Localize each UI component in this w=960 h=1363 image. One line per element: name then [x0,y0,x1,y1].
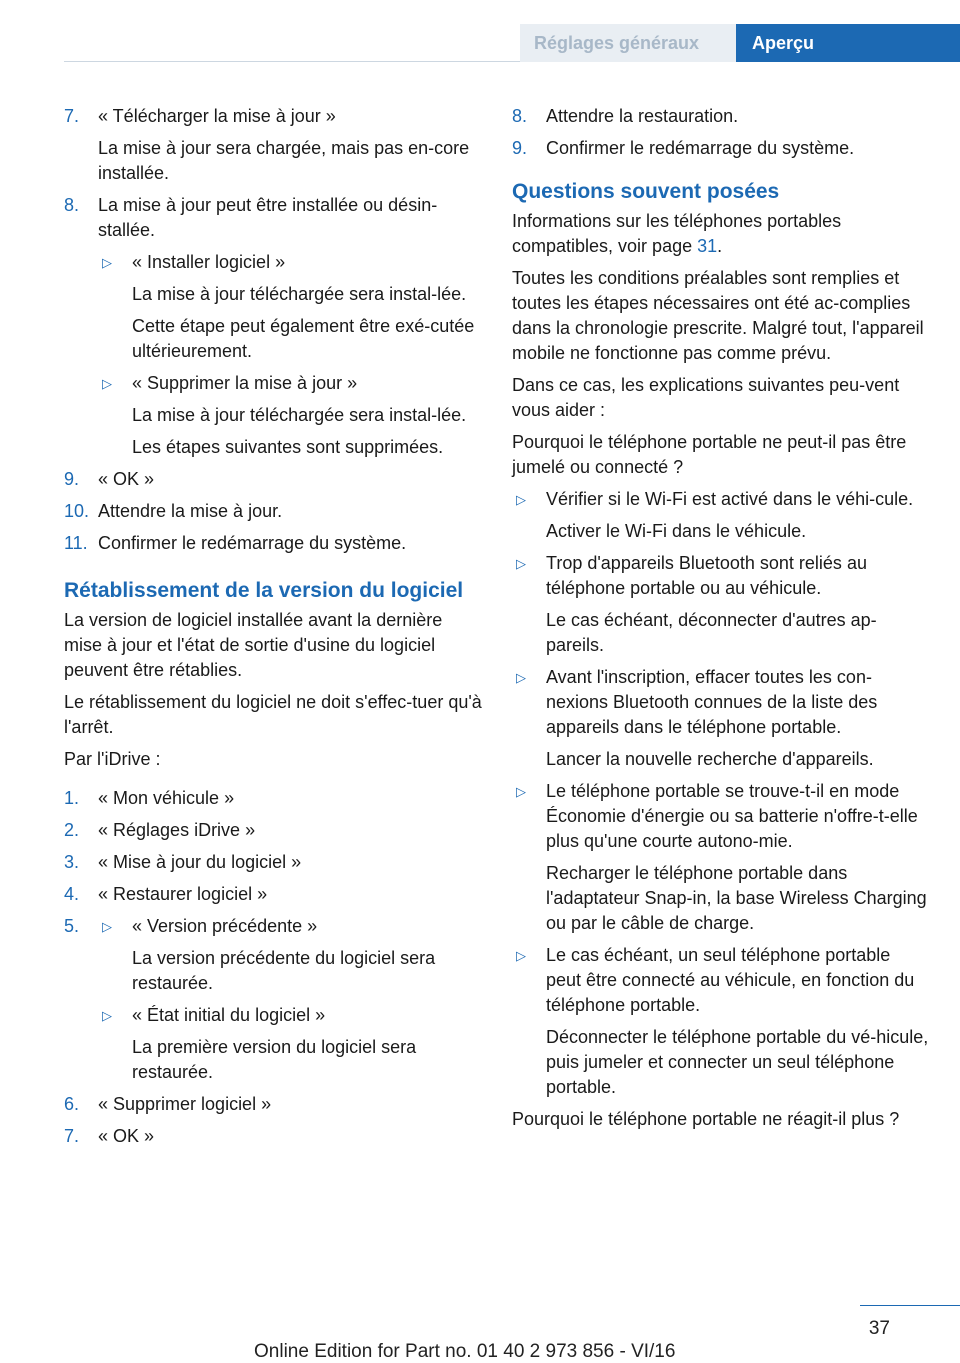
item-text: Le cas échéant, un seul téléphone portable peut être connecté au véhicule, en fonction du téléphone portable. [546,945,915,1015]
left-column [64,104,482,1156]
item-text: Attendre la mise à jour. [98,501,283,521]
paragraph: Le rétablissement du logiciel ne doit s'effec-tuer qu'à l'arrêt. [64,692,482,737]
list-item [512,104,930,129]
page-number-rule [860,1305,960,1306]
item-number: 9. [512,138,528,158]
item-number: 3. [64,852,80,872]
sub-item-paragraph: Cette étape peut également être exé-cutée ultérieurement. [132,316,475,361]
item-paragraph: Lancer la nouvelle recherche d'appareils. [546,749,874,769]
list-item [64,1092,482,1117]
paragraph: Dans ce cas, les explications suivantes peu-vent vous aider : [512,375,900,420]
paragraph: Toutes les conditions préalables sont remplies et toutes les étapes nécessaires ont été ac-complies dans la chronologie prescrite. Malgré tout, l'appareil mobile ne fonctionne pas comme prévu. [512,268,924,363]
item-text: « Supprimer logiciel » [98,1094,272,1114]
item-text: « Télécharger la mise à jour » [98,106,336,126]
item-number: 8. [512,106,528,126]
sub-item-title: « Installer logiciel » [132,252,286,272]
triangle-bullet-icon: ▷ [102,1008,112,1023]
paragraph: Par l'iDrive : [64,749,161,769]
sub-item-title: « Supprimer la mise à jour » [132,373,358,393]
triangle-bullet-icon: ▷ [102,255,112,270]
item-paragraph: Recharger le téléphone portable dans l'adaptateur Snap-in, la base Wireless Charging ou par le câble de charge. [546,863,927,933]
item-text: « OK » [98,469,155,489]
item-number: 6. [64,1094,80,1114]
item-number: 4. [64,884,80,904]
item-paragraph: Déconnecter le téléphone portable du vé-hicule, puis jumeler et connecter un seul téléphone portable. [546,1027,929,1097]
item-text: « Réglages iDrive » [98,820,256,840]
page-header [0,24,960,62]
triangle-bullet-icon: ▷ [516,556,526,571]
paragraph: Pourquoi le téléphone portable ne peut-il pas être jumelé ou connecté ? [512,432,907,477]
item-number: 7. [64,106,80,126]
sub-item [98,1003,482,1085]
bullet-item [512,487,930,544]
triangle-bullet-icon: ▷ [102,919,112,934]
triangle-bullet-icon: ▷ [516,948,526,963]
paragraph: Pourquoi le téléphone portable ne réagit-il plus ? [512,1109,900,1129]
list-item [64,104,482,186]
sub-item [98,371,482,460]
item-paragraph: Le cas échéant, déconnecter d'autres ap-pareils. [546,610,877,655]
list-item [64,467,482,492]
item-number: 8. [64,195,80,215]
item-text: Le téléphone portable se trouve-t-il en mode Économie d'énergie ou sa batterie n'offre-t-elle plus qu'une courte autono-mie. [546,781,918,851]
list-item [64,531,482,556]
sub-item-title: « Version précédente » [132,916,318,936]
item-number: 5. [64,916,80,936]
bullet-item [512,551,930,658]
sub-item-title: « État initial du logiciel » [132,1005,326,1025]
sub-item-paragraph: La version précédente du logiciel sera restaurée. [132,948,436,993]
item-text: « Mise à jour du logiciel » [98,852,302,872]
item-paragraph: Activer le Wi-Fi dans le véhicule. [546,521,807,541]
triangle-bullet-icon: ▷ [102,376,112,391]
list-item [64,499,482,524]
list-item [64,914,482,1085]
item-paragraph: La mise à jour sera chargée, mais pas en-core installée. [98,138,470,183]
list-item [512,136,930,161]
sub-item-paragraph: Les étapes suivantes sont supprimées. [132,437,444,457]
paragraph-text: Informations sur les téléphones portables compatibles, voir page [512,211,842,256]
header-active-label: Aperçu [752,33,815,53]
item-text: Avant l'inscription, effacer toutes les con-nexions Bluetooth connues de la liste des appareils dans le téléphone portable. [546,667,878,737]
item-text: Trop d'appareils Bluetooth sont reliés au téléphone portable ou au véhicule. [546,553,867,598]
item-number: 11. [64,533,88,553]
sub-item-paragraph: La mise à jour téléchargée sera instal-lée. [132,284,467,304]
item-number: 7. [64,1126,80,1146]
item-text: Confirmer le redémarrage du système. [546,138,855,158]
item-text: Confirmer le redémarrage du système. [98,533,407,553]
sub-item-paragraph: La mise à jour téléchargée sera instal-lée. [132,405,467,425]
item-text: « OK » [98,1126,155,1146]
footer-edition: Online Edition for Part no. 01 40 2 973 856 - VI/16 [254,1341,676,1362]
section-heading: Rétablissement de la version du logiciel [64,579,464,602]
item-text: La mise à jour peut être installée ou désin-stallée. [98,195,438,240]
item-text: Attendre la restauration. [546,106,739,126]
item-text: « Restaurer logiciel » [98,884,268,904]
list-item [64,786,482,811]
bullet-item [512,779,930,936]
bullet-item [512,665,930,772]
bullet-item [512,943,930,1100]
sub-item-paragraph: La première version du logiciel sera restaurée. [132,1037,417,1082]
triangle-bullet-icon: ▷ [516,784,526,799]
section-heading: Questions souvent posées [512,180,780,203]
sub-item [98,250,482,364]
triangle-bullet-icon: ▷ [516,670,526,685]
item-number: 10. [64,501,90,521]
list-item [64,882,482,907]
item-text: Vérifier si le Wi-Fi est activé dans le véhi-cule. [546,489,914,509]
header-rule [64,61,520,62]
paragraph [512,209,930,259]
list-item [64,850,482,875]
list-item [64,193,482,460]
item-text: « Mon véhicule » [98,788,235,808]
item-number: 9. [64,469,80,489]
page-number: 37 [868,1318,890,1339]
paragraph: La version de logiciel installée avant la dernière mise à jour et l'état de sortie d'usine du logiciel peuvent être rétablies. [64,610,443,680]
item-number: 1. [64,788,80,808]
triangle-bullet-icon: ▷ [516,492,526,507]
header-section-label: Réglages généraux [534,33,700,53]
right-column [512,104,930,1139]
paragraph-text: . [717,236,723,256]
sub-item [98,914,482,996]
page-link[interactable]: 31 [697,236,718,256]
item-number: 2. [64,820,80,840]
list-item [64,818,482,843]
list-item [64,1124,482,1149]
